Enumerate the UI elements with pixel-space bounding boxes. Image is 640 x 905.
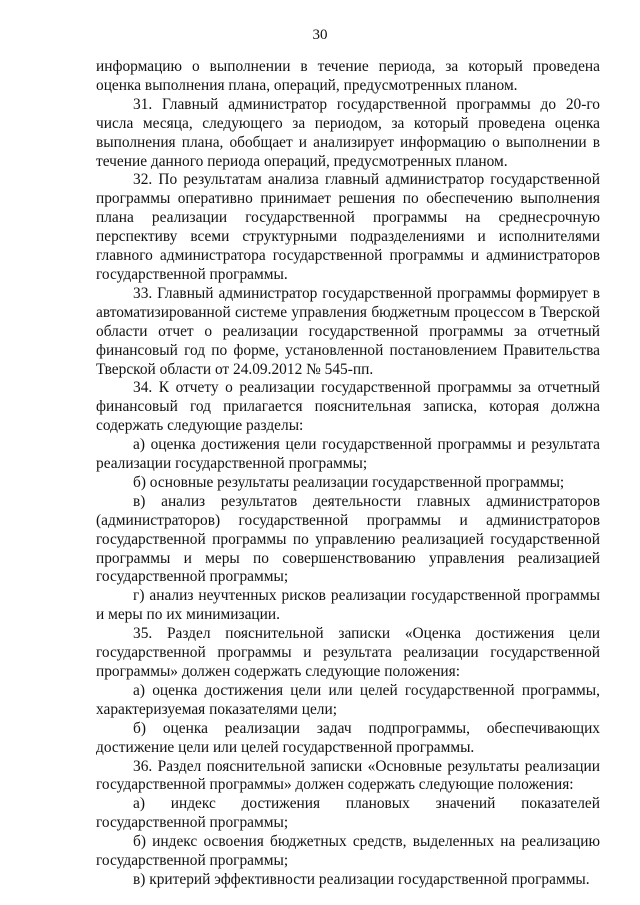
list-item-34v: в) анализ результатов деятельности главных администраторов (администраторов) государственной программы и администраторов государственной программы по управлению реализацией государственной программы и меры по совершенствованию управления реализацией государственной программы; xyxy=(96,492,600,586)
paragraph-31: 31. Главный администратор государственной программы до 20-го числа месяца, следующего за периодом, за который проведена оценка выполнения плана, обобщает и анализирует информацию о выполнении в течение данного периода операций, предусмотренных планом. xyxy=(96,95,600,170)
paragraph-32: 32. По результатам анализа главный администратор государственной программы оперативно принимает решения по обеспечению выполнения плана реализации государственной программы на среднесрочную перспективу всеми структурными подразделениями и исполнителями главного администратора государственной программы и администраторов государственной программы. xyxy=(96,171,600,283)
list-item-34b: б) основные результаты реализации государственной программы; xyxy=(133,473,565,491)
paragraph-35: 35. Раздел пояснительной записки «Оценка достижения цели государственной программы и результата реализации государственной программы» должен содержать следующие положения: xyxy=(96,625,600,680)
paragraph-36: 36. Раздел пояснительной записки «Основные результаты реализации государственной программы» должен содержать следующие положения: xyxy=(96,757,600,794)
list-item-34a: а) оценка достижения цели государственной программы и результата реализации государственной программы; xyxy=(96,436,600,473)
list-item-36b: б) индекс освоения бюджетных средств, выделенных на реализацию государственной программы; xyxy=(96,833,600,870)
list-item-34g: г) анализ неучтенных рисков реализации государственной программы и меры по их минимизации. xyxy=(96,587,600,624)
page-number: 30 xyxy=(312,27,328,43)
list-item-35b: б) оценка реализации задач подпрограммы, обеспечивающих достижение цели или целей государственной программы. xyxy=(96,719,600,756)
list-item-36a: а) индекс достижения плановых значений показателей государственной программы; xyxy=(96,795,600,832)
list-item-35a: а) оценка достижения цели или целей государственной программы, характеризуемая показателями цели; xyxy=(96,681,600,718)
paragraph-34: 34. К отчету о реализации государственной программы за отчетный финансовый год прилагается пояснительная записка, которая должна содержать следующие разделы: xyxy=(96,379,600,435)
paragraph-continuation: информацию о выполнении в течение периода, за который проведена оценка выполнения плана, операций, предусмотренных планом. xyxy=(96,58,600,94)
paragraph-33: 33. Главный администратор государственной программы формирует в автоматизированной системе управления бюджетным процессом в Тверской области отчет о реализации государственной программы за отчетный финансовый год по форме, установленной постановлением Правительства Тверской области от 24.09.2012 № 545-пп. xyxy=(96,284,600,378)
list-item-36v: в) критерий эффективности реализации государственной программы. xyxy=(133,870,590,888)
document-body xyxy=(96,58,600,890)
